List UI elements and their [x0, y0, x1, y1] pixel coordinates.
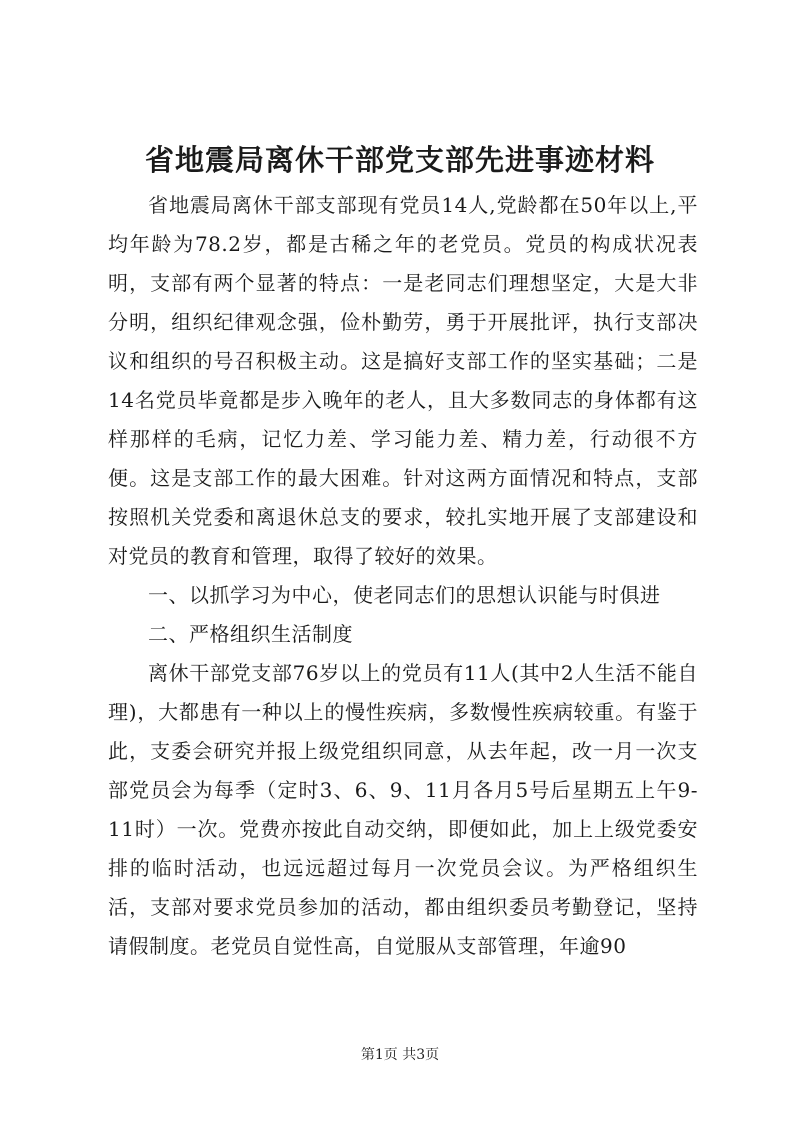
section-heading-study: 一、以抓学习为中心，使老同志们的思想认识能与时俱进: [148, 583, 661, 607]
paragraph-organization-life: 离休干部党支部76岁以上的党员有11人(其中2人生活不能自理)，大都患有一种以上的慢性疾病，多数慢性疾病较重。有鉴于此，支委会研究并报上级党组织同意，从去年起，改一月一次支部党员会为每季（定时3、6、9、11月各月5号后星期五上午9-11时）一次。党费亦按此自动交纳，即便如此，加上上级党委安排的临时活动，也远远超过每月一次党员会议。为严格组织生活，支部对要求党员参加的活动，都由组织委员考勤登记，坚持请假制度。老党员自觉性高，自觉服从支部管理，年逾90: [108, 661, 698, 958]
document-title: 省地震局离休干部党支部先进事迹材料: [144, 143, 655, 177]
document-body: [108, 186, 698, 966]
section-heading-organization: 二、严格组织生活制度: [148, 622, 353, 646]
page-footer: 第1页 共3页: [360, 1047, 440, 1063]
paragraph-intro: 省地震局离休干部支部现有党员14人,党龄都在50年以上,平均年龄为78.2岁，都是古稀之年的老党员。党员的构成状况表明，支部有两个显著的特点：一是老同志们理想坚定，大是大非分明，组织纪律观念强，俭朴勤劳，勇于开展批评，执行支部决议和组织的号召积极主动。这是搞好支部工作的坚实基础；二是14名党员毕竟都是步入晚年的老人，且大多数同志的身体都有这样那样的毛病，记忆力差、学习能力差、精力差，行动很不方便。这是支部工作的最大困难。针对这两方面情况和特点，支部按照机关党委和离退休总支的要求，较扎实地开展了支部建设和对党员的教育和管理，取得了较好的效果。: [108, 193, 698, 568]
